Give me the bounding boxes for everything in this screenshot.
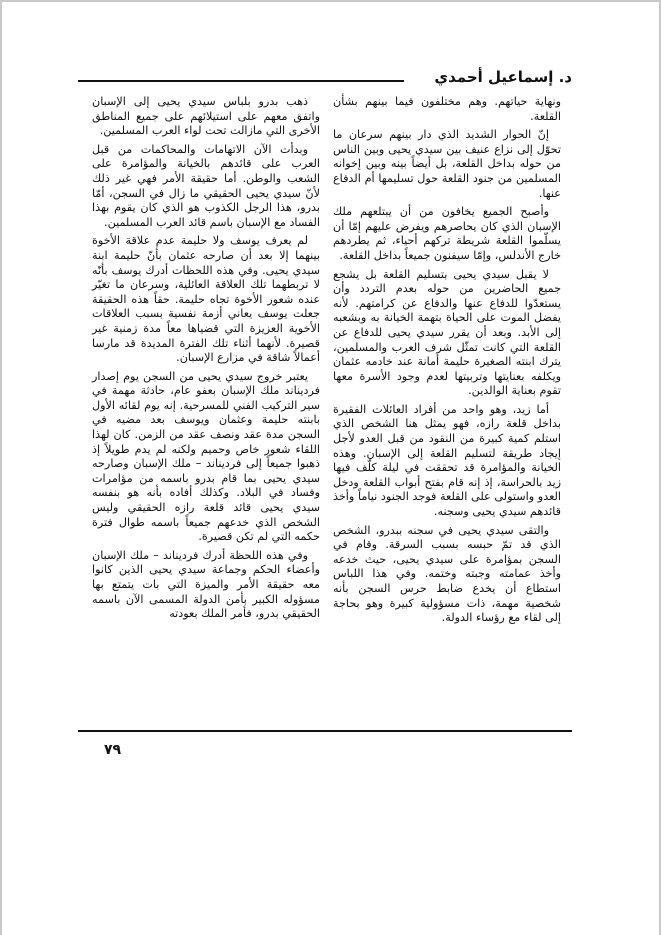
page-header	[78, 66, 572, 92]
paragraph: أما زيد، وهو واحد من أفراد العائلات الفقيرة بداخل قلعة رازه، فهو يمثل هنا الشخص الذي استلم كمية كبيرة من النقود من قبل العدو لأجل إيجاد طريقة لتسليم القلعة إلى الإسبان. وهذه الخيانة والمؤامرة قد تحققت في ليلة كلّف فيها زيد بالحراسة، إذ إنه قام بفتح أبواب القلعة ودخل العدو واستولى على القلعة فوجد الجنود نياماً وأخذ قائدهم سيدي يحيى وسجنه.	[333, 402, 561, 519]
author-name: د. إسماعيل أحمدي	[434, 68, 572, 86]
paragraph: والتقى سيدي يحيى في سجنه ببدرو، الشخص الذي قد تمّ حبسه بسبب السرقة. وقام في السجن بمؤامرة على سيدي يحيى، حيث خدعه وأخذ عمامته وجبته وختمه. وفي هذا اللباس استطاع أن يخدع ضابط حرس السجن بأنه شخصية مهمة، ذات مسؤولية كبيرة وهو بحاجة إلى لقاء مع رؤساء الدولة.	[333, 523, 561, 625]
paragraph: إنّ الحوار الشديد الذي دار بينهم سرعان ما تحوّل إلى نزاع عنيف بين سيدي يحيى وبين الناس من حوله بداخل القلعة، بل أيضاً بينه وبين إخوانه المسلمين من جنود القلعة حول تسليمها أم الدفاع عنها.	[333, 128, 561, 200]
header-rule	[78, 80, 404, 82]
footer-rule	[78, 730, 572, 732]
page-number: ٧٩	[104, 742, 122, 758]
paragraph: وفي هذه اللحظة أدرك فرديناند – ملك الإسبان وأعضاء الحكم وجماعة سيدي يحيى الذين كانوا معه حقيقة الأمر والميزة التي بات يتمتع بها مسؤوله الكبير بأمن الدولة المسمى الآن باسمه الحقيقي بدرو، فأمر الملك بعودته	[92, 548, 320, 621]
paragraph: وأصبح الجميع يخافون من أن يبتلعهم ملك الإسبان الذي كان يحاصرهم ويفرض عليهم إمّا أن يسلّموا القلعة شريطة تركهم أحياء، ثم يطردهم خارج الأندلس، وإمّا سيفنون جميعاً بداخل القلعة.	[333, 205, 561, 262]
page-border-top	[0, 0, 661, 2]
paragraph: وبدأت الآن الاتهامات والمحاكمات من قبل العرب على قائدهم بالخيانة والمؤامرة على الشعب والوطن. أما حقيقة الأمر فهي غير ذلك لأنّ سيدي يحيى الحقيقي ما زال في السجن، أمّا بدرو، هذا الرجل الكذوب هو الذي كان يقوم بهذا الفساد مع الإسبان باسم قائد العرب المسلمين.	[92, 142, 320, 229]
paragraph: ذهب بدرو بلباس سيدي يحيى إلى الإسبان واتفق معهم على استيلائهم على جميع المناطق الأخرى التي مازالت تحت لواء العرب المسلمين.	[92, 95, 320, 138]
text-column-left	[92, 95, 320, 730]
paragraph: ونهاية حياتهم. وهم مختلفون فيما بينهم بشأن القلعة.	[333, 95, 561, 123]
paragraph: يعتبر خروج سيدي يحيى من السجن يوم إصدار فرديناند ملك الإسبان بعفو عام، حادثة مهمة في سير التركيب الفني للمسرحية. إنه يوم لقائه الأول بابنته حليمة وعثمان ويوسف بعد مضيه في السجن مدة عقد ونصف عقد من الزمن. كان لهذا اللقاء شعور خاص وحميم ولكنه لم يدم طويلاً إذ ذهبوا جميعاً إلى فرديناند – ملك الإسبان وصارحه سيدي يحيى بما قام بدرو باسمه من مؤامرات وفساد في البلاد. وكذلك أفاده بأنه هو بنفسه سيدي يحيى قائد قلعة رازه الحقيقي وليس الشخص الذي خدعهم جميعاً باسمه طوال فترة حكمه التي لم تكن قصيرة.	[92, 369, 320, 544]
paragraph: لا يقبل سيدي يحيى بتسليم القلعة بل يشجع جميع الحاضرين من حوله بعدم التردد وأن يستعدّوا للدفاع عنها والدفاع عن كرامتهم. لأنه يفضل الموت على الحياة بتهمة الخيانة به وبشعبه إلى الأبد. وبعد أن يقرر سيدي يحيى للدفاع عن القلعة التي كانت تمثّل شرف العرب والمسلمين، يترك ابنته الصغيرة حليمة أمانة عند خادمه عثمان ويكلفه بعنايتها وتربيتها لعدم وجود الأسرة معها تقوم بعناية الوالدين.	[333, 267, 561, 398]
paragraph: لم يعرف يوسف ولا حليمة عدم علاقة الأخوة بينهما إلا بعد أن صارحه عثمان بأنّ حليمة ابنة سيدي يحيى. وفي هذه اللحظات أدرك يوسف بأنّه لا تربطهما تلك العلاقة العائلية، وسرعان ما تغيّر عنده شعور الأخوة تجاه حليمة. حقاً هذه الحقيقة جعلت يوسف يعاني أزمة نفسية بسبب العلاقات الأخوية العزيزة التي قضياها معاً مدة زمنية غير قصيرة. لأنهما أثناء تلك الفترة المديدة قد مارسا أعمالاً شاقة في مزارع الإسبان.	[92, 234, 320, 365]
page-border-left	[0, 0, 2, 935]
text-column-right	[333, 95, 561, 730]
